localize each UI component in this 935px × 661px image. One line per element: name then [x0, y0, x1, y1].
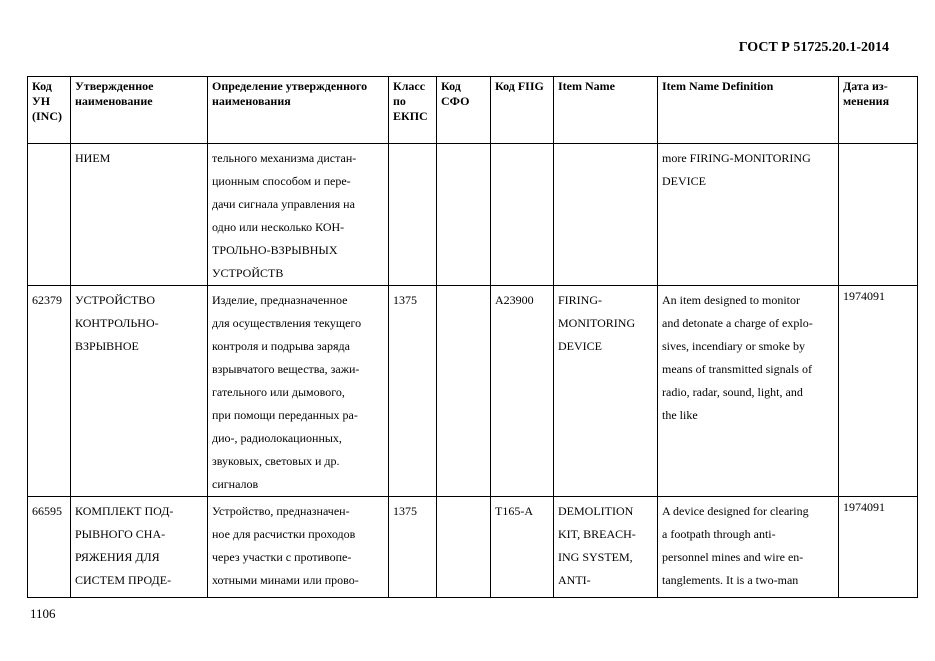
row-approved-name: [71, 497, 207, 592]
header-inc: Код УН (INC): [28, 77, 71, 144]
text-line: radio, radar, sound, light, and: [662, 385, 803, 399]
text-line: Устройство, предназначен-: [212, 504, 350, 518]
header-item-def: Item Name Definition: [658, 77, 839, 144]
header-sfo: Код СФО: [437, 77, 491, 144]
text-line: personnel mines and wire en-: [662, 550, 804, 564]
text-line: хотными минами или прово-: [212, 573, 359, 587]
text-line: sives, incendiary or smoke by: [662, 339, 805, 353]
text-line: КОМПЛЕКТ ПОД-: [75, 504, 174, 518]
table-row: [28, 286, 918, 497]
text-line: НИЕМ: [75, 151, 111, 165]
text-line: гательного или дымового,: [212, 385, 345, 399]
text-line: ционным способом и пере-: [212, 174, 351, 188]
text-line: ное для расчистки проходов: [212, 527, 356, 541]
row-class: 1375: [393, 293, 417, 307]
text-line: сигналов: [212, 477, 259, 491]
text-line: DEVICE: [662, 174, 706, 188]
header-class: Класс по ЕКПС: [389, 77, 437, 144]
text-line: дачи сигнала управления на: [212, 197, 355, 211]
cont-item-def: [658, 144, 838, 193]
text-line: more FIRING-MONITORING: [662, 151, 811, 165]
text-line: A device designed for clearing: [662, 504, 809, 518]
text-line: An item designed to monitor: [662, 293, 800, 307]
text-line: KIT, BREACH-: [558, 527, 636, 541]
text-line: одно или несколько КОН-: [212, 220, 345, 234]
cont-definition: [208, 144, 388, 285]
text-line: УСТРОЙСТВ: [212, 266, 284, 280]
text-line: means of transmitted signals of: [662, 362, 812, 376]
text-line: a footpath through anti-: [662, 527, 776, 541]
row-fiig: A23900: [495, 293, 534, 307]
text-line: дио-, радиолокационных,: [212, 431, 342, 445]
row-sfo: [437, 286, 490, 289]
row-definition: [208, 497, 388, 592]
document-standard-number: ГОСТ Р 51725.20.1-2014: [738, 40, 889, 55]
text-line: при помощи переданных ра-: [212, 408, 358, 422]
text-line: ANTI-: [558, 573, 591, 587]
table-row: [28, 497, 918, 598]
text-line: DEVICE: [558, 339, 602, 353]
row-item-name: [554, 286, 657, 358]
text-line: РЯЖЕНИЯ ДЛЯ: [75, 550, 160, 564]
page-number: 1106: [30, 606, 56, 621]
text-line: для осуществления текущего: [212, 316, 362, 330]
row-inc: 62379: [32, 293, 62, 307]
row-date: 1974091: [843, 289, 885, 303]
text-line: the like: [662, 408, 698, 422]
row-item-def: [658, 286, 838, 427]
text-line: ТРОЛЬНО-ВЗРЫВНЫХ: [212, 243, 338, 257]
row-sfo: [437, 497, 490, 500]
row-definition: [208, 286, 388, 496]
header-date: Дата из- менения: [839, 77, 918, 144]
table-header-row: [28, 77, 918, 144]
text-line: контроля и подрыва заряда: [212, 339, 350, 353]
text-line: звуковых, световых и др.: [212, 454, 340, 468]
row-item-def: [658, 497, 838, 592]
text-line: взрывчатого вещества, зажи-: [212, 362, 360, 376]
text-line: DEMOLITION: [558, 504, 634, 518]
nomenclature-table: [27, 76, 918, 598]
text-line: FIRING-: [558, 293, 602, 307]
text-line: СИСТЕМ ПРОДЕ-: [75, 573, 172, 587]
row-item-name: [554, 497, 657, 592]
text-line: УСТРОЙСТВО: [75, 293, 155, 307]
row-approved-name: [71, 286, 207, 358]
text-line: КОНТРОЛЬНО-: [75, 316, 159, 330]
header-definition: Определение утвержденного наименования: [208, 77, 389, 144]
header-item-name: Item Name: [554, 77, 658, 144]
cont-approved-name: [71, 144, 207, 170]
text-line: tanglements. It is a two-man: [662, 573, 799, 587]
row-date: 1974091: [843, 500, 885, 514]
table-row-continuation: [28, 144, 918, 286]
text-line: ING SYSTEM,: [558, 550, 633, 564]
row-class: 1375: [393, 504, 417, 518]
text-line: and detonate a charge of explo-: [662, 316, 813, 330]
text-line: Изделие, предназначенное: [212, 293, 348, 307]
row-inc: 66595: [32, 504, 62, 518]
text-line: ВЗРЫВНОЕ: [75, 339, 139, 353]
text-line: через участки с противопе-: [212, 550, 352, 564]
header-approved-name: Утвержденное наименование: [71, 77, 208, 144]
text-line: MONITORING: [558, 316, 636, 330]
header-fiig: Код FIIG: [491, 77, 554, 144]
row-fiig: T165-A: [495, 504, 533, 518]
text-line: тельного механизма дистан-: [212, 151, 357, 165]
text-line: РЫВНОГО СНА-: [75, 527, 166, 541]
